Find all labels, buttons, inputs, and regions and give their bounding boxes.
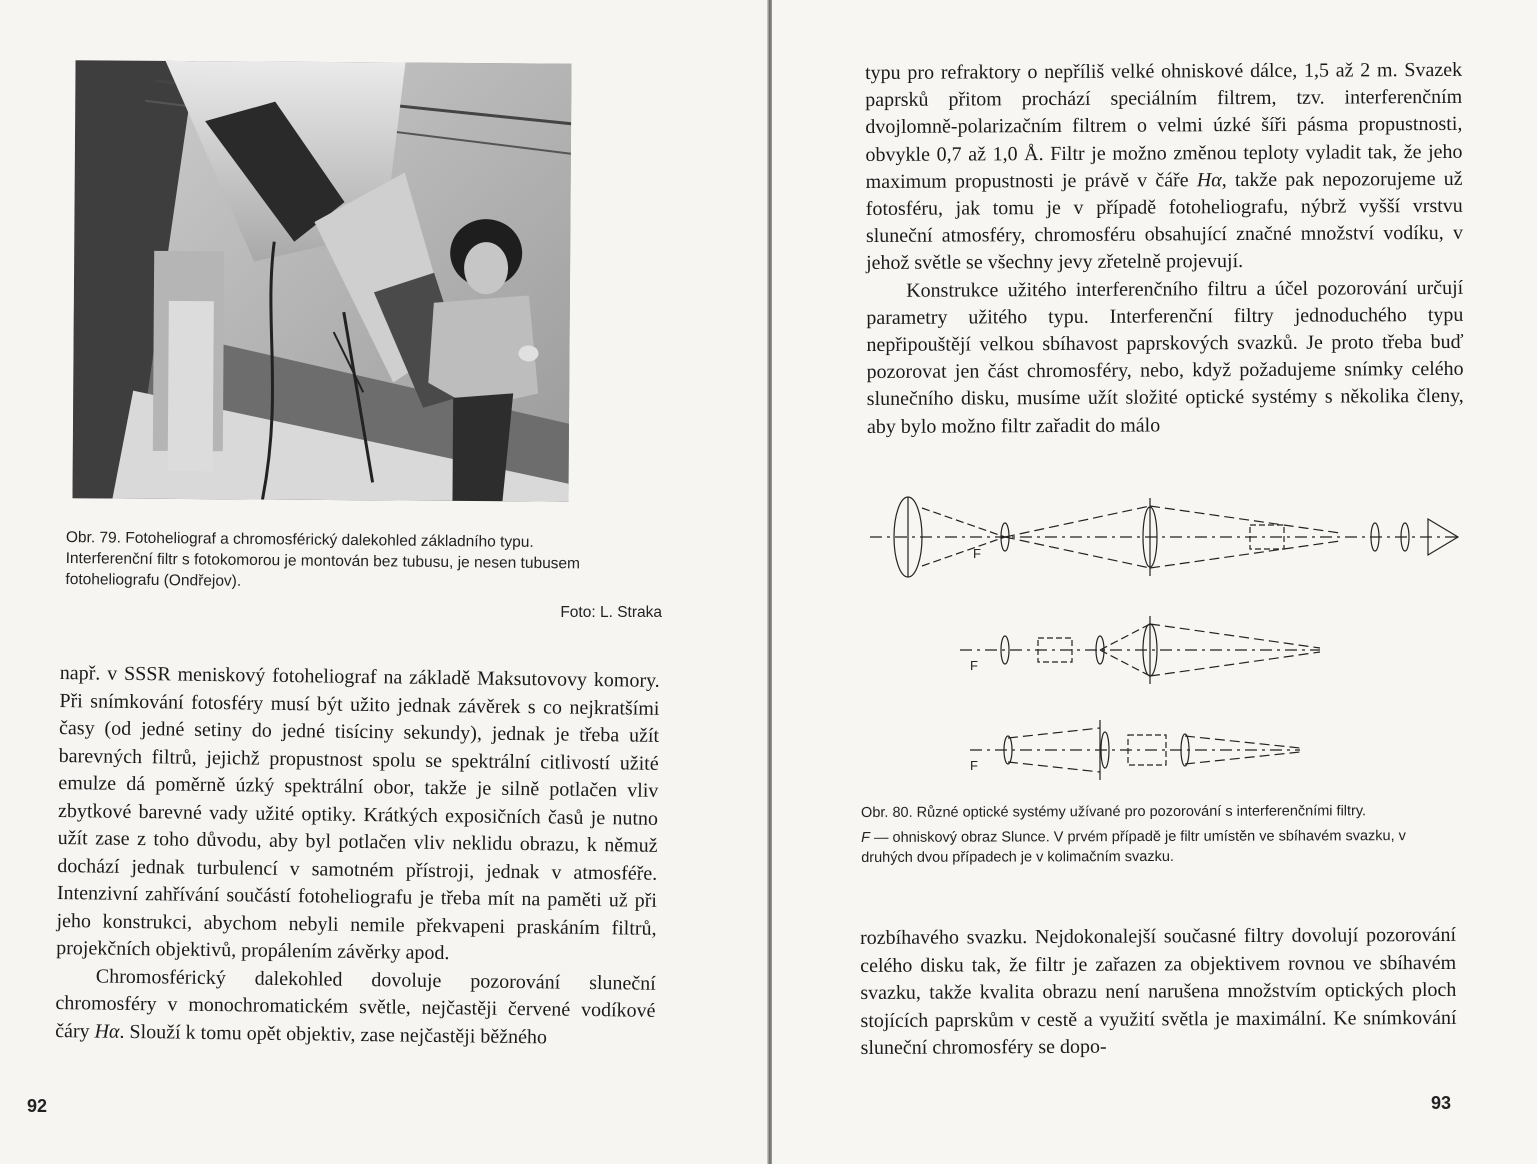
text-run: . Slouží k tomu opět objektiv, zase nejčastěji běžného	[119, 1020, 548, 1048]
f-symbol: F	[861, 829, 871, 846]
caption-line: fotoheliografu (Ondřejov).	[65, 570, 242, 590]
telescope-photo	[72, 60, 571, 501]
caption-line: Interferenční filtr s fotokomorou je montován bez tubusu, je nesen tubusem	[65, 549, 581, 573]
left-body-text	[55, 660, 660, 1053]
text-run: Chromosférický dalekohled dovoluje pozorování sluneční chromosféry v monochromatickém světle, nejčastěji červené vodíkové čáry	[55, 964, 656, 1042]
optical-system-2	[960, 616, 1320, 684]
text-run: typu pro refraktory o nepříliš velké ohniskové dálce, 1,5 až 2 m. Svazek paprsků přitom prochází speciálním filtrem, tzv. interferenčním dvojlomně-polarizačním filtrem o velmi úzké šíři pásma propustnosti, obvykle 0,7 až 1,0 Å. Filtr je možno změnou teploty vyladit tak, že jeho maximum propustnosti je právě v čáře	[865, 58, 1463, 193]
paragraph: např. v SSSR meniskový fotoheliograf na základě Maksutovovy komory. Při snímkování fotosféry musí být užito jednak závěrek s co nejkratšími časy (od jedné setiny do jedné tisíciny sekundy), jednak je třeba užít barevných filtrů, jejichž propustnost spolu se spektrální citlivostí užité emulze dá poměrně úzký spektrální obor, takže je silně potlačen vliv zbytkové barevné vady užité optiky. Krátkých exposičních časů je nutno užít zase z toho důvodu, aby byl potlačen vliv neklidu obrazu, k němuž dochází jednak turbulencí v samotném přístroji, jednak v atmosféře. Intenzivní zahřívání součástí fotoheliografu je třeba mít na paměti už při jeho konstrukci, abychom nebyli nemile překvapeni praskáním filtrů, projekčních objektivů, propálením závěrky apod.	[56, 661, 660, 965]
right-body-text-top	[865, 57, 1464, 441]
right-body-text-bottom	[860, 922, 1457, 1063]
caption-line: Obr. 80. Různé optické systémy užívané pro pozorování s interferenčními filtry.	[861, 803, 1367, 821]
h-alpha-symbol: Hα	[1196, 168, 1222, 192]
optical-system-1	[870, 497, 1460, 577]
figure-79-caption	[65, 527, 666, 596]
h-alpha-symbol: Hα	[94, 1019, 120, 1043]
paragraph	[865, 57, 1463, 278]
focus-label: F	[970, 758, 978, 773]
text-run: , takže pak nepozorujeme už fotosféru, jak tomu je v případě fotoheliografu, nýbrž vyšší vrstvu sluneční atmosféry, chromosféru obsahující značné množství vodíku, v jehož světle se všechny jevy zřetelně projevují.	[865, 167, 1463, 275]
page-number: 93	[1431, 1093, 1452, 1113]
paragraph: Konstrukce užitého interferenčního filtru a účel pozorování určují parametry užitého typu. Interferenční filtry jednoduchého typu nepřipouštějí velkou sbíhavost paprskových svazků. Je proto třeba buď pozorovat jen část chromosféry, nebo, když požadujeme snímky celého slunečního disku, musíme užít složité optické systémy s několika členy, aby bylo možno filtr zařadit do málo	[866, 276, 1464, 438]
figure-80-caption	[861, 801, 1459, 873]
photo-credit: Foto: L. Straka	[560, 604, 662, 621]
caption-line	[861, 825, 1459, 868]
focus-label: F	[973, 546, 981, 561]
caption-line: Obr. 79. Fotoheliograf a chromosférický dalekohled základního typu.	[65, 528, 534, 551]
optical-system-3	[970, 720, 1300, 780]
paragraph	[55, 962, 656, 1052]
paragraph: rozbíhavého svazku. Nejdokonalejší současné filtry dovolují pozorování celého disku tak, že filtr je zařazen za objektivem rovnou ve sbíhavém svazku, takže kvalita obrazu není narušena množstvím optických ploch stojících paprskům v cestě a využití světla je maximální. Ke snímkování sluneční chromosféry se dopo-	[860, 923, 1457, 1059]
optical-systems-diagram	[860, 488, 1470, 780]
page-number: 92	[27, 1096, 48, 1116]
focus-label: F	[970, 658, 978, 673]
text-run: — ohniskový obraz Slunce. V prvém případě je filtr umístěn ve sbíhavém svazku, v druhých dvou případech je v kolimačním svazku.	[861, 827, 1406, 866]
